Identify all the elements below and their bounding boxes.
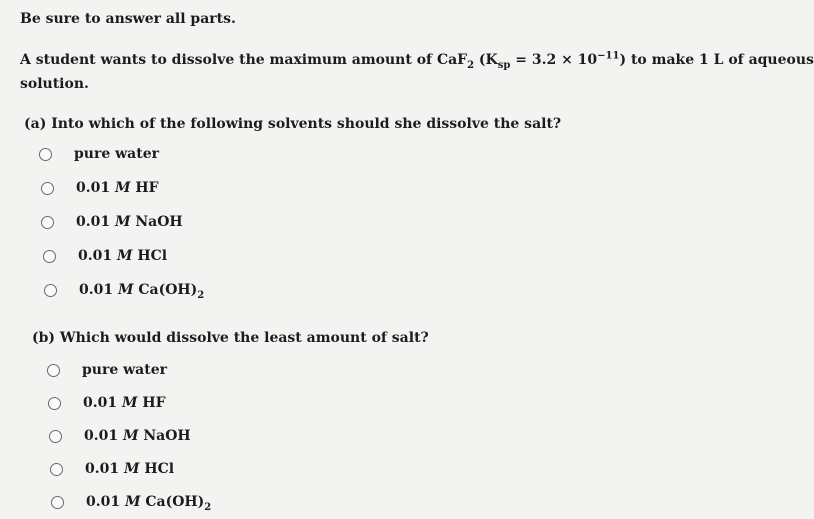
option-concentration: 0.01 (86, 494, 125, 510)
option-formula: NaOH (130, 214, 183, 230)
option-concentration: 0.01 (79, 282, 118, 298)
option-label: pure water (82, 362, 167, 378)
option-label (78, 248, 167, 264)
part-b-option-hcl[interactable] (50, 459, 174, 479)
option-label (76, 180, 159, 196)
option-subscript: 2 (204, 501, 212, 513)
option-formula: HF (137, 395, 166, 411)
radio-button-icon[interactable] (50, 463, 63, 476)
option-concentration: 0.01 (85, 461, 124, 477)
question-text-start: A student wants to dissolve the maximum amount of CaF (20, 52, 468, 68)
option-label (79, 282, 205, 301)
radio-button-icon[interactable] (39, 148, 52, 161)
option-unit: M (116, 248, 133, 264)
radio-button-icon[interactable] (47, 364, 60, 377)
option-unit: M (114, 214, 131, 230)
option-label (76, 214, 183, 230)
radio-button-icon[interactable] (41, 216, 54, 229)
ksp-open: (K (474, 52, 498, 68)
instructions: Be sure to answer all parts. (20, 11, 236, 27)
option-unit: M (124, 494, 141, 510)
part-b-option-pure-water[interactable] (47, 360, 167, 380)
radio-button-icon[interactable] (49, 430, 62, 443)
option-unit: M (117, 282, 134, 298)
option-label: pure water (74, 146, 159, 162)
radio-button-icon[interactable] (51, 496, 64, 509)
part-a-option-hf[interactable] (41, 178, 159, 198)
option-concentration: 0.01 (76, 214, 115, 230)
ksp-value: = 3.2 × 10 (510, 52, 598, 68)
option-formula: Ca(OH) (133, 282, 198, 298)
option-unit: M (121, 395, 138, 411)
part-a-prompt: (a) Into which of the following solvents should she dissolve the salt? (24, 116, 562, 132)
option-formula: HCl (132, 248, 168, 264)
option-label (86, 494, 212, 513)
part-b-prompt: (b) Which would dissolve the least amount of salt? (32, 330, 429, 346)
option-concentration: 0.01 (78, 248, 117, 264)
option-formula: HF (130, 180, 159, 196)
part-a-option-hcl[interactable] (43, 246, 167, 266)
question-line-2: solution. (20, 76, 89, 92)
option-unit: M (114, 180, 131, 196)
part-b-option-naoh[interactable] (49, 426, 191, 446)
question-text-end: ) to make 1 L of aqueous (619, 52, 814, 68)
option-formula: HCl (139, 461, 175, 477)
ksp-exponent: −11 (597, 50, 620, 62)
option-concentration: 0.01 (84, 428, 123, 444)
part-a-option-pure-water[interactable] (39, 144, 159, 164)
part-a-option-naoh[interactable] (41, 212, 183, 232)
option-label (83, 395, 166, 411)
part-b-option-hf[interactable] (48, 393, 166, 413)
caf2-subscript: 2 (467, 59, 475, 71)
radio-button-icon[interactable] (44, 284, 57, 297)
part-a-option-caoh2[interactable] (44, 280, 204, 300)
question-line-1 (20, 50, 814, 71)
part-b-option-caoh2[interactable] (51, 492, 211, 512)
radio-button-icon[interactable] (41, 182, 54, 195)
radio-button-icon[interactable] (43, 250, 56, 263)
option-concentration: 0.01 (83, 395, 122, 411)
radio-button-icon[interactable] (48, 397, 61, 410)
ksp-subscript: sp (497, 59, 511, 71)
option-unit: M (122, 428, 139, 444)
option-unit: M (123, 461, 140, 477)
option-label (84, 428, 191, 444)
option-formula: Ca(OH) (140, 494, 205, 510)
option-formula: NaOH (138, 428, 191, 444)
option-subscript: 2 (197, 289, 205, 301)
option-concentration: 0.01 (76, 180, 115, 196)
option-label (85, 461, 174, 477)
